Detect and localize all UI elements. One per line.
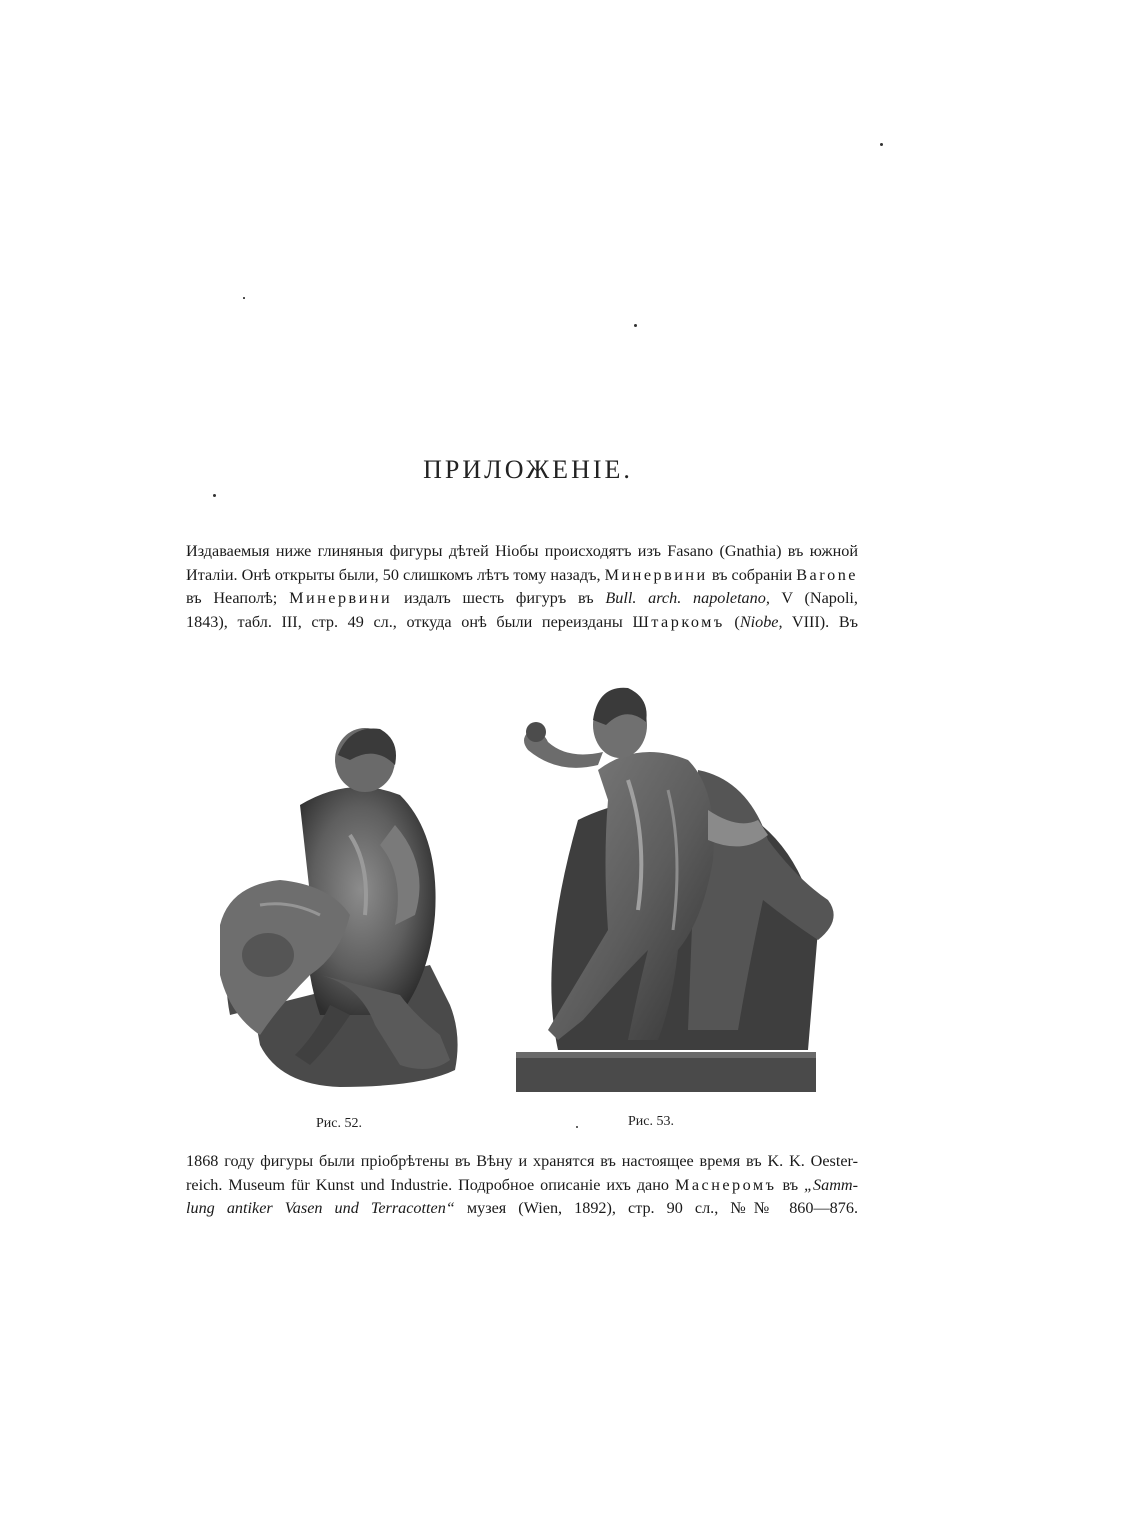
text-run: VIII). Въ — [791, 612, 859, 631]
scan-speck — [213, 494, 216, 497]
author-name: Маснеромъ — [674, 1175, 777, 1194]
text-run: Италіи. Онѣ открыты были, 50 слишкомъ лѣтъ тому назадъ, — [186, 565, 601, 584]
text-line — [186, 1174, 858, 1198]
text-line — [186, 1197, 858, 1221]
text-line: 1868 году фигуры были пріобрѣтены въ Вѣну и хранятся въ настоящее время въ K. K. Oester- — [186, 1152, 858, 1170]
text-run: издалъ шесть фигуръ въ — [403, 589, 594, 607]
text-run: въ собраніи — [711, 565, 793, 584]
text-run: 1843), табл. III, стр. 49 сл., откуда онѣ были переизданы — [186, 612, 623, 631]
scan-speck — [576, 1126, 578, 1128]
scan-speck — [880, 143, 883, 146]
text-line — [186, 564, 858, 588]
text-line — [186, 611, 858, 635]
text-run: музея (Wien, 1892), стр. 90 сл., №№ 860—876. — [466, 1199, 859, 1217]
figure-53-caption: Рис. 53. — [628, 1114, 674, 1129]
publication-title: lung antiker Vasen und Terracotten“ — [186, 1199, 455, 1217]
publication-title: Bull. arch. napoletano, — [605, 589, 770, 607]
text-line — [186, 587, 858, 611]
figure-53-image — [498, 680, 858, 1098]
publication-title: Niobe, — [739, 612, 783, 631]
author-name: Минервини — [604, 565, 708, 584]
text-run: ( — [734, 612, 740, 631]
closing-paragraph — [186, 1150, 858, 1221]
figure-52-caption: Рис. 52. — [316, 1116, 362, 1131]
text-run: reich. Museum für Kunst und Industrie. Подробное описаніе ихъ дано — [186, 1175, 669, 1194]
scan-speck — [243, 297, 245, 299]
scan-speck — [634, 324, 637, 327]
figure-52-image — [200, 715, 465, 1095]
text-line: Издаваемыя ниже глиняныя фигуры дѣтей Ніобы происходятъ изъ Fasano (Gnathia) въ южной — [186, 542, 858, 560]
author-name: Штаркомъ — [632, 612, 725, 631]
text-run: въ — [782, 1175, 799, 1194]
publication-title: „Samm- — [804, 1175, 859, 1194]
author-name: Минервини — [289, 589, 393, 607]
intro-paragraph — [186, 540, 858, 634]
text-run: V (Napoli, — [781, 589, 858, 607]
collector-name: Barone — [796, 565, 858, 584]
text-run: въ Неаполѣ; — [186, 589, 278, 607]
page-title: ПРИЛОЖЕНІЕ. — [423, 455, 633, 484]
